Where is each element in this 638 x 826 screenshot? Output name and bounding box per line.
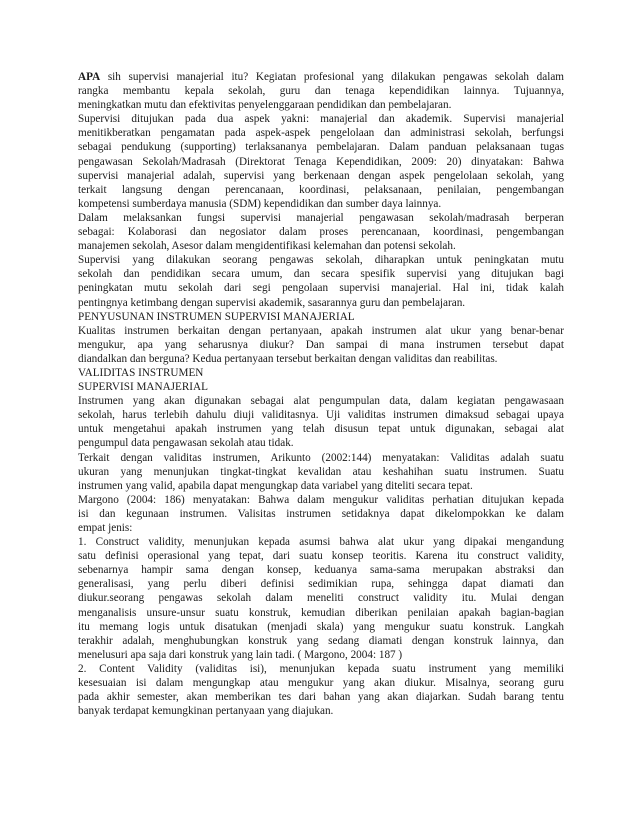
text-line-content: terkait langsung dengan perencanaan, koordinasi, pelaksanaan, penilaian, pengembangan <box>78 183 564 196</box>
text-line-content: instrumen yang valid, apabila dapat mengungkap data variabel yang diteliti secara tepat. <box>78 479 473 492</box>
text-line <box>78 126 564 140</box>
text-line-content: pengawasan Sekolah/Madrasah (Direktorat Tenaga Kependidikan, 2009: 20) dinyatakan: Bahwa <box>78 155 564 168</box>
text-line <box>78 296 564 310</box>
text-line-content: Supervisi yang dilakukan seorang pengawas sekolah, diharapkan untuk peningkatan mutu <box>78 254 564 267</box>
text-line-content: VALIDITAS INSTRUMEN <box>78 366 204 379</box>
text-line-content: supervisi manajerial adalah, supervisi yang berkenaan dengan aspek pengelolaan sekolah, yang <box>78 169 564 182</box>
text-line <box>78 620 564 634</box>
text-line <box>78 521 564 535</box>
text-line-content: SUPERVISI MANAJERIAL <box>78 381 208 394</box>
text-line-content: menelusuri apa saja dari konstruk yang lain tadi. ( Margono, 2004: 187 ) <box>78 648 403 661</box>
text-line-content: diandalkan dan berguna? Kedua pertanyaan tersebut berkaitan dengan validitas dan reabilitas. <box>78 352 498 365</box>
text-line-content: sebagai pendukung (supporting) terlaksananya pembelajaran. Dalam panduan pelaksanaan tugas <box>78 141 564 154</box>
text-line-content: sebenarnya hampir sama dengan konsep, keduanya sama-sama merupakan abstraksi dan <box>78 564 564 577</box>
text-line-content: manajemen sekolah, Asesor dalam mengidentifikasi kelemahan dan potensi sekolah. <box>78 240 456 253</box>
text-line <box>78 422 564 436</box>
text-line <box>78 112 564 126</box>
text-line-content: Instrumen yang akan digunakan sebagai alat pengumpulan data, dalam kegiatan pengawasaan <box>78 395 564 408</box>
text-line-content: terakhir adalah, menghubungkan konstruk yang sedang diamati dengan konstruk lainnya, dan <box>78 634 564 647</box>
text-line-content: kompetensi sumberdaya manusia (SDM) kependidikan dan sumber daya lainnya. <box>78 197 442 210</box>
text-line <box>78 634 564 648</box>
text-line <box>78 662 564 676</box>
text-line <box>78 507 564 521</box>
text-line-content: generalisasi, yang perlu diberi definisi sedimikian rupa, sehingga dapat diamati dan <box>78 578 564 591</box>
text-line <box>78 479 564 493</box>
text-line <box>78 690 564 704</box>
text-line <box>78 704 564 718</box>
text-line <box>78 98 564 112</box>
text-line <box>78 211 564 225</box>
text-line-content: kesesuaian isi dalam mengungkap atau mengukur yang akan diukur. Misalnya, seorang guru <box>78 677 564 690</box>
text-line <box>78 225 564 239</box>
text-line-content: diukur.seorang pengawas sekolah dalam meneliti construct validity itu. Mulai dengan <box>78 592 564 605</box>
text-line <box>78 169 564 183</box>
text-line-content: menganalisis unsure-unsur suatu konstruk, kemudian diberikan penilaian apakah bagian-bagian <box>78 606 564 619</box>
text-line <box>78 253 564 267</box>
text-line <box>78 183 564 197</box>
text-line-content: sekolah, harus terlebih dahulu diuji validitasnya. Uji validitas instrumen dimaksud sebagai upaya <box>78 409 564 422</box>
document-page <box>78 70 564 718</box>
text-line-content: 1. Construct validity, menunjukan kepada asumsi bahwa alat ukur yang dipakai mengandung <box>78 536 564 549</box>
text-line <box>78 352 564 366</box>
text-line-content: banyak terdapat kemungkinan pertanyaan yang diajukan. <box>78 705 334 718</box>
text-line-content: sih supervisi manajerial itu? Kegiatan profesional yang dilakukan pengawas sekolah dalam <box>100 71 564 83</box>
text-line-content: isi dan kegunaan instrumen. Valisitas instrumen setidaknya dapat dikelompokkan ke dalam <box>78 507 564 520</box>
text-line-content: pentingnya ketimbang dengan supervisi akademik, sasarannya guru dan pembelajaran. <box>78 296 466 309</box>
text-line-content: PENYUSUNAN INSTRUMEN SUPERVISI MANAJERIAL <box>78 310 355 323</box>
text-line <box>78 549 564 563</box>
text-line-content: 2. Content Validity (validitas isi), menunjukan kepada suatu instrument yang memiliki <box>78 662 564 675</box>
text-line-content: peningkatan mutu sekolah dari segi pengolaan supervisi manajerial. Hal ini, tidak kalah <box>78 282 564 295</box>
text-line <box>78 84 564 98</box>
text-line <box>78 140 564 154</box>
text-line <box>78 338 564 352</box>
text-line-content: ukuran yang menunjukan tingkat-tingkat kevalidan atau keshahihan suatu instrumen. Suatu <box>78 465 564 478</box>
text-line-content: mengukur, apa yang seharusnya diukur? Dan sampai di mana instrumen tersebut dapat <box>78 338 564 351</box>
text-line <box>78 676 564 690</box>
text-line-content: Terkait dengan validitas instrumen, Arikunto (2002:144) menyatakan: Validitas adalah suatu <box>78 451 564 464</box>
text-line <box>78 366 564 380</box>
text-line <box>78 577 564 591</box>
text-line-content: Margono (2004: 186) menyatakan: Bahwa dalam mengukur validitas perhatian ditujukan kepada <box>78 493 564 506</box>
text-line <box>78 535 564 549</box>
text-line <box>78 493 564 507</box>
text-line <box>78 324 564 338</box>
text-line <box>78 197 564 211</box>
text-line-content: untuk mengetahui apakah instrumen yang telah disusun tepat untuk digunakan, sebagai alat <box>78 423 564 436</box>
text-line-content: Dalam melaksankan fungsi supervisi manajerial pengawasan sekolah/madrasah berperan <box>78 211 564 224</box>
text-line-content: rangka membantu kepala sekolah, guru dan tenaga kependidikan lainnya. Tujuannya, <box>78 85 564 98</box>
text-line <box>78 606 564 620</box>
text-line-content: sekolah dan pendidikan secara umum, dan secara spesifik supervisi yang ditujukan bagi <box>78 268 564 281</box>
text-line <box>78 380 564 394</box>
text-line <box>78 281 564 295</box>
text-line <box>78 267 564 281</box>
text-line <box>78 451 564 465</box>
text-line-content: Kualitas instrumen berkaitan dengan pertanyaan, apakah instrumen alat ukur yang benar-benar <box>78 324 564 337</box>
text-line <box>78 155 564 169</box>
text-line <box>78 408 564 422</box>
text-line-content: itu memang logis untuk disatukan (menjadi skala) yang mengukur suatu konstruk. Langkah <box>78 620 564 633</box>
text-line-content: menitikberatkan pengamatan pada aspek-aspek pengelolaan dan administrasi sekolah, berfungsi <box>78 127 564 140</box>
text-line <box>78 563 564 577</box>
text-line <box>78 591 564 605</box>
text-line <box>78 648 564 662</box>
text-line <box>78 465 564 479</box>
text-line-content: Supervisi ditujukan pada dua aspek yakni: manajerial dan akademik. Supervisi manajerial <box>78 113 564 126</box>
text-line <box>78 394 564 408</box>
text-line-content: satu definisi operasional yang tepat, dari suatu konsep teoritis. Karena itu construct validity, <box>78 550 564 563</box>
text-line-content: pengumpul data pengawasan sekolah atau tidak. <box>78 437 294 450</box>
text-line <box>78 310 564 324</box>
text-line-content: empat jenis: <box>78 522 133 534</box>
text-line <box>78 239 564 253</box>
text-line <box>78 70 564 84</box>
text-line-content: pada akhir semester, akan memberikan tes dari bahan yang akan diajarkan. Sudah barang tentu <box>78 691 564 704</box>
text-line-content: sebagai: Kolaborasi dan negosiator dalam proses perencanaan, koordinasi, pengembangan <box>78 226 564 239</box>
text-line-content: meningkatkan mutu dan efektivitas penyelenggaraan pendidikan dan pembelajaran. <box>78 99 452 112</box>
lead-word: APA <box>78 71 101 83</box>
text-line <box>78 436 564 450</box>
